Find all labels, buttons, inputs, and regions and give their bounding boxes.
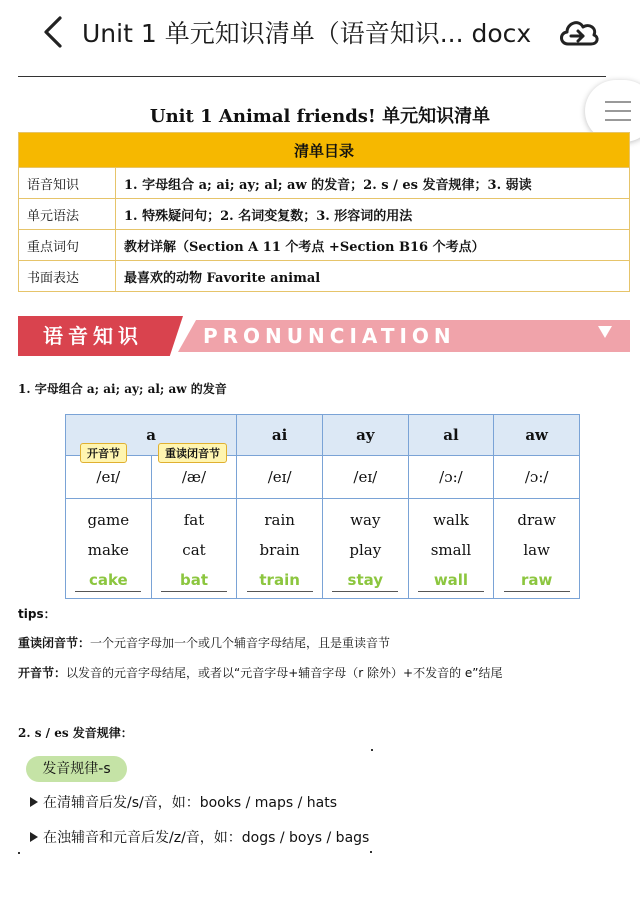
stray-dot — [371, 749, 373, 751]
tip-closed-syllable — [18, 634, 390, 651]
table-value: 1. 字母组合 a; ai; ay; al; aw 的发音；2. s / es 发音规律；3. 弱读 — [116, 168, 630, 199]
example-word: way — [350, 511, 381, 529]
word-cell — [151, 499, 237, 599]
word-cell — [322, 499, 408, 599]
word-cell — [494, 499, 580, 599]
column-header: al — [408, 415, 494, 456]
header-divider — [18, 76, 606, 77]
ipa-cell: /eɪ/ — [322, 456, 408, 499]
table-key: 书面表达 — [19, 261, 116, 292]
example-word: draw — [517, 511, 556, 529]
column-header: aw — [494, 415, 580, 456]
banner-chinese-label: 语音知识 — [43, 324, 143, 348]
example-word: make — [87, 541, 129, 559]
answer-word: bat — [161, 569, 227, 592]
table-value: 1. 特殊疑问句；2. 名词变复数；3. 形容词的用法 — [116, 199, 630, 230]
app-bar — [0, 0, 640, 70]
back-arrow-icon[interactable] — [40, 14, 70, 50]
column-header: a — [66, 415, 237, 456]
table-value: 教材详解（Section A 11 个考点 +Section B16 个考点） — [116, 230, 630, 261]
overview-table — [18, 132, 630, 292]
arrow-bullet-icon — [30, 797, 38, 807]
ipa-row — [66, 456, 580, 499]
ipa-cell: /eɪ/ — [237, 456, 323, 499]
example-word: brain — [259, 541, 300, 559]
words-row — [66, 499, 580, 599]
answer-word: raw — [504, 569, 570, 592]
open-syllable-tag: 开音节 — [80, 443, 127, 463]
rule-pill-label: 发音规律-s — [26, 756, 127, 782]
page-title: Unit 1 Animal friends! 单元知识清单 — [149, 106, 491, 127]
rule-text: 在清辅音后发/s/音，如：books / maps / hats — [43, 795, 338, 811]
ipa-cell: /eɪ/ — [66, 456, 152, 499]
tip-term: 开音节： — [18, 666, 67, 680]
table-row — [19, 230, 630, 261]
answer-word: cake — [75, 569, 141, 592]
example-word: small — [430, 541, 472, 559]
arrow-bullet-icon — [30, 832, 38, 842]
overview-table-header: 清单目录 — [19, 133, 630, 168]
word-cell — [66, 499, 152, 599]
table-header-row — [66, 415, 580, 456]
table-value: 最喜欢的动物 Favorite animal — [116, 261, 630, 292]
example-word: fat — [183, 511, 205, 529]
example-word: cat — [182, 541, 206, 559]
rule-text: 在浊辅音和元音后发/z/音，如：dogs / boys / bags — [43, 830, 370, 846]
document-title: Unit 1 单元知识清单（语音知识... docx — [82, 19, 532, 48]
tips-label: tips： — [18, 607, 56, 621]
table-row — [19, 199, 630, 230]
rule-line — [30, 827, 369, 847]
table-row — [19, 168, 630, 199]
table-row — [19, 261, 630, 292]
column-header: ai — [237, 415, 323, 456]
table-key: 语音知识 — [19, 168, 116, 199]
word-cell — [237, 499, 323, 599]
table-key: 重点词句 — [19, 230, 116, 261]
example-word: play — [349, 541, 382, 559]
section-2-title: 2. s / es 发音规律： — [18, 726, 133, 740]
stray-dot — [18, 852, 20, 854]
ipa-cell: /ɔ:/ — [494, 456, 580, 499]
column-header: ay — [322, 415, 408, 456]
answer-word: wall — [418, 569, 484, 592]
stray-dot — [370, 851, 372, 853]
tip-term: 重读闭音节： — [18, 636, 91, 650]
closed-syllable-tag: 重读闭音节 — [158, 443, 227, 463]
ipa-cell: /ɔ:/ — [408, 456, 494, 499]
example-word: rain — [264, 511, 295, 529]
ipa-cell: /æ/ — [151, 456, 237, 499]
cloud-upload-icon[interactable] — [556, 12, 600, 52]
triangle-down-icon — [598, 326, 612, 338]
section-banner — [18, 316, 630, 356]
tip-definition: 以发音的元音字母结尾，或者以“元音字母+辅音字母（r 除外）+不发音的 e”结尾 — [66, 666, 503, 680]
rule-line — [30, 792, 337, 812]
example-word: game — [87, 511, 130, 529]
example-word: walk — [433, 511, 469, 529]
phonics-table — [65, 414, 580, 599]
banner-english-label: PRONUNCIATION — [203, 324, 456, 348]
word-cell — [408, 499, 494, 599]
table-key: 单元语法 — [19, 199, 116, 230]
section-1-title: 1. 字母组合 a; ai; ay; al; aw 的发音 — [18, 382, 227, 396]
answer-word: train — [247, 569, 313, 592]
example-word: law — [523, 541, 550, 559]
tip-open-syllable — [18, 664, 503, 681]
tip-definition: 一个元音字母加一个或几个辅音字母结尾，且是重读音节 — [90, 636, 391, 650]
answer-word: stay — [332, 569, 398, 592]
